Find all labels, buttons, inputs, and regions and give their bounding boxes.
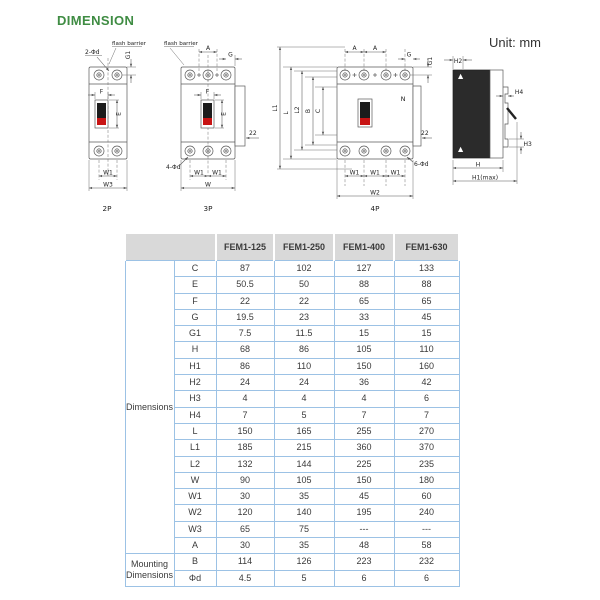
value-cell: 88 [334,277,394,293]
param-cell: C [174,261,216,277]
param-cell: L1 [174,440,216,456]
table-row [125,505,459,521]
param-cell: Φd [174,570,216,586]
dim-label-w3-2p: W3 [103,181,113,189]
dim-label-l-4p: L [283,111,290,115]
table-row [125,423,459,439]
dim-label-l2-4p: L2 [294,106,301,114]
dim-label-f-2p: F [99,88,104,96]
value-cell: 90 [216,472,274,488]
dim-label-h2: H2 [453,57,463,65]
dim-label-w1b-4p: W1 [370,169,380,177]
value-cell: 180 [394,472,459,488]
value-cell: 132 [216,456,274,472]
table-row [125,521,459,537]
value-cell: 86 [274,342,334,358]
page-title: DIMENSION [57,13,135,28]
drawing-4p [272,45,434,213]
dim-label-h: H [475,161,481,169]
table-row [125,277,459,293]
value-cell: 114 [216,554,274,570]
table-row [125,407,459,423]
dim-label-22-3p: 22 [249,130,257,137]
table-row [125,538,459,554]
dim-label-w1-2p: W1 [103,169,113,177]
value-cell: 23 [274,309,334,325]
value-cell: 4.5 [216,570,274,586]
param-cell: H3 [174,391,216,407]
value-cell: 5 [274,407,334,423]
dim-label-w1c-4p: W1 [390,169,401,177]
value-cell: 255 [334,423,394,439]
value-cell: 370 [394,440,459,456]
param-cell: L2 [174,456,216,472]
drawing-2p [85,41,147,213]
dim-label-g1-2p: G1 [125,50,132,60]
unit-label: Unit: mm [489,35,541,50]
drawing-3p [164,41,259,213]
table-row [125,309,459,325]
value-cell: 360 [334,440,394,456]
table-row [125,293,459,309]
toggle-switch-3p [201,100,214,128]
caption-3p: 3P [203,204,213,213]
value-cell: 235 [394,456,459,472]
value-cell: 120 [216,505,274,521]
dim-label-e-3p: E [220,112,228,116]
value-cell: 15 [334,326,394,342]
table-row [125,391,459,407]
dim-label-w1a-4p: W1 [349,169,360,177]
value-cell: 87 [216,261,274,277]
dim-label-a-3p: A [205,45,211,52]
value-cell: 7 [334,407,394,423]
col-header-fem1-125: FEM1-125 [216,233,274,261]
value-cell: 150 [334,358,394,374]
value-cell: 35 [274,489,334,505]
dim-label-w1a-3p: W1 [194,169,204,177]
table-row [125,326,459,342]
value-cell: 65 [216,521,274,537]
value-cell: 270 [394,423,459,439]
technical-drawings [0,0,600,228]
flash-barrier-label-3p: flash barrier [164,41,198,47]
value-cell: 150 [216,423,274,439]
value-cell: 33 [334,309,394,325]
table-row [125,358,459,374]
value-cell: 215 [274,440,334,456]
value-cell: 6 [334,570,394,586]
table-row [125,456,459,472]
value-cell: 4 [274,391,334,407]
table-header-row [125,233,459,261]
param-cell: G1 [174,326,216,342]
value-cell: 185 [216,440,274,456]
dimension-table-body [125,261,459,587]
drawing-side-view [444,56,532,185]
value-cell: 140 [274,505,334,521]
value-cell: 105 [274,472,334,488]
value-cell: 126 [274,554,334,570]
param-cell: G [174,309,216,325]
value-cell: 48 [334,538,394,554]
value-cell: 45 [394,309,459,325]
value-cell: 5 [274,570,334,586]
dim-label-g1-4p: G1 [427,56,434,66]
table-row [125,342,459,358]
value-cell: 225 [334,456,394,472]
value-cell: 110 [274,358,334,374]
caption-2p: 2P [102,204,112,213]
dim-label-f-3p: F [205,88,210,96]
value-cell: 7 [394,407,459,423]
dim-label-c-4p: C [315,108,322,114]
value-cell: --- [334,521,394,537]
dim-label-e-2p: E [115,112,123,116]
table-row [125,489,459,505]
value-cell: 22 [216,293,274,309]
value-cell: 58 [394,538,459,554]
value-cell: 7.5 [216,326,274,342]
value-cell: 4 [334,391,394,407]
value-cell: 102 [274,261,334,277]
value-cell: 150 [334,472,394,488]
param-cell: L [174,423,216,439]
value-cell: 19.5 [216,309,274,325]
dim-label-g-3p: G [228,51,233,59]
dimension-table-container [124,232,460,587]
value-cell: 24 [274,375,334,391]
param-cell: H1 [174,358,216,374]
dim-label-4-phid: 4-Φd [166,164,181,171]
value-cell: 15 [394,326,459,342]
value-cell: 36 [334,375,394,391]
value-cell: 88 [394,277,459,293]
param-cell: B [174,554,216,570]
table-row [125,472,459,488]
param-cell: H4 [174,407,216,423]
toggle-switch-2p [95,100,108,128]
value-cell: 232 [394,554,459,570]
param-cell: F [174,293,216,309]
dim-label-a1-4p: A [352,45,357,52]
value-cell: 30 [216,538,274,554]
param-cell: W1 [174,489,216,505]
value-cell: 65 [334,293,394,309]
value-cell: 24 [216,375,274,391]
value-cell: 35 [274,538,334,554]
value-cell: 133 [394,261,459,277]
col-header-fem1-250: FEM1-250 [274,233,334,261]
param-cell: A [174,538,216,554]
value-cell: 127 [334,261,394,277]
value-cell: 110 [394,342,459,358]
param-cell: H [174,342,216,358]
value-cell: 11.5 [274,326,334,342]
value-cell: 6 [394,570,459,586]
value-cell: --- [394,521,459,537]
dimension-table [124,232,460,587]
value-cell: 6 [394,391,459,407]
value-cell: 86 [216,358,274,374]
group-label: Mounting Dimensions [125,554,174,587]
value-cell: 22 [274,293,334,309]
dim-label-a2-4p: A [372,45,378,52]
dim-label-w1b-3p: W1 [212,169,222,177]
flash-barrier-label-2p: flash barrier [112,41,146,47]
value-cell: 165 [274,423,334,439]
table-row [125,375,459,391]
table-row [125,261,459,277]
value-cell: 68 [216,342,274,358]
value-cell: 50 [274,277,334,293]
value-cell: 45 [334,489,394,505]
param-cell: W3 [174,521,216,537]
param-cell: W2 [174,505,216,521]
dim-label-6-phid: 6-Φd [414,161,429,168]
dim-label-w2-4p: W2 [370,189,380,197]
param-cell: E [174,277,216,293]
value-cell: 105 [334,342,394,358]
dim-label-w-3p: W [205,181,211,189]
col-header-fem1-400: FEM1-400 [334,233,394,261]
dim-label-22-4p: 22 [421,130,429,137]
value-cell: 195 [334,505,394,521]
value-cell: 7 [216,407,274,423]
dim-label-2-phid: 2-Φd [85,49,100,56]
value-cell: 42 [394,375,459,391]
value-cell: 240 [394,505,459,521]
value-cell: 65 [394,293,459,309]
value-cell: 50.5 [216,277,274,293]
dim-label-b-4p: B [305,108,312,114]
value-cell: 223 [334,554,394,570]
dim-label-h1-max: H1(max) [471,174,499,182]
value-cell: 60 [394,489,459,505]
table-row [125,440,459,456]
toggle-switch-4p [358,99,372,127]
table-corner-cell [125,233,216,261]
value-cell: 75 [274,521,334,537]
value-cell: 144 [274,456,334,472]
dim-label-h3: H3 [523,141,532,148]
dim-label-l1-4p: L1 [272,104,279,112]
value-cell: 160 [394,358,459,374]
table-row [125,554,459,570]
col-header-fem1-630: FEM1-630 [394,233,459,261]
param-cell: H2 [174,375,216,391]
param-cell: W [174,472,216,488]
value-cell: 30 [216,489,274,505]
table-row [125,570,459,586]
pole-label-n: N [400,95,406,103]
dim-label-h4: H4 [514,89,524,96]
dim-label-g-4p: G [406,51,412,59]
caption-4p: 4P [370,204,380,213]
value-cell: 4 [216,391,274,407]
group-label: Dimensions [125,261,174,554]
